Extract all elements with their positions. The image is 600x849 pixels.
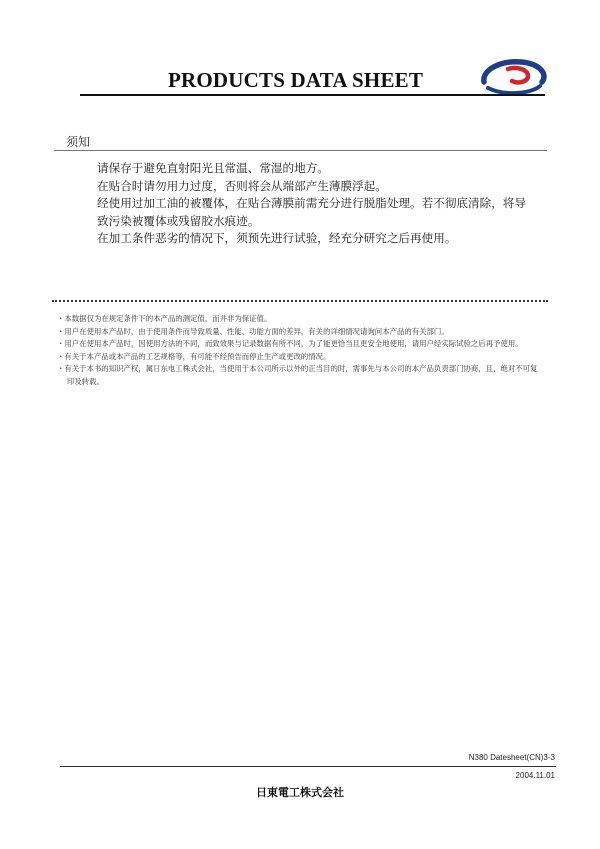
footer-rule [60, 766, 556, 767]
disclaimer-list [57, 313, 543, 388]
disclaimer-item: ・本数据仅为在规定条件下的本产品的测定值，而并非为保证值。 [57, 314, 272, 323]
page-title: PRODUCTS DATA SHEET [168, 68, 424, 92]
note-item: 在加工条件恶劣的情况下，须预先进行试验，经充分研究之后再使用。 [97, 231, 457, 245]
disclaimer-item: ・有关于本产品或本产品的工艺规格等，有可能不经预告而停止生产或更改的情况。 [57, 351, 331, 361]
header-rule [80, 94, 545, 96]
dotted-divider [52, 300, 548, 302]
document-code: N380 Datesheet(CN)3-3 [468, 753, 555, 762]
disclaimer-item: ・用户在使用本产品时，因使用方法的不同，而致效果与记录数据有所不同，为了能更恰当且更安全地使用，请用户经实际试验之后再予使用。 [57, 339, 523, 349]
notes-list [97, 160, 537, 248]
nitto-logo-icon [478, 52, 550, 98]
document-date: 2004.11.01 [515, 771, 555, 780]
company-name: 日東電工株式会社 [256, 786, 344, 799]
disclaimer-item: ・有关于本书的知识产权，属日东电工株式会社，当使用于本公司所示以外的正当目的时，需事先与本公司的本产品负责部门协商，且，绝对不可复印及转载。 [57, 364, 538, 386]
note-item: 经使用过加工油的被覆体，在贴合薄膜前需充分进行脱脂处理。若不彻底清除，将导 [97, 196, 526, 210]
note-item: 致污染被覆体或残留胶水痕迹。 [97, 213, 260, 228]
disclaimer-item: ・用户在使用本产品时，由于使用条件而导致质量、性能、功能方面的差异，有关的详细情况请询问本产品的有关部门。 [57, 326, 449, 336]
section-rule [54, 150, 547, 151]
note-item: 请保存于避免直射阳光且常温、常湿的地方。 [97, 161, 329, 175]
note-item: 在贴合时请勿用力过度，否则将会从端部产生薄膜浮起。 [97, 178, 387, 193]
section-label: 须知 [66, 135, 91, 149]
